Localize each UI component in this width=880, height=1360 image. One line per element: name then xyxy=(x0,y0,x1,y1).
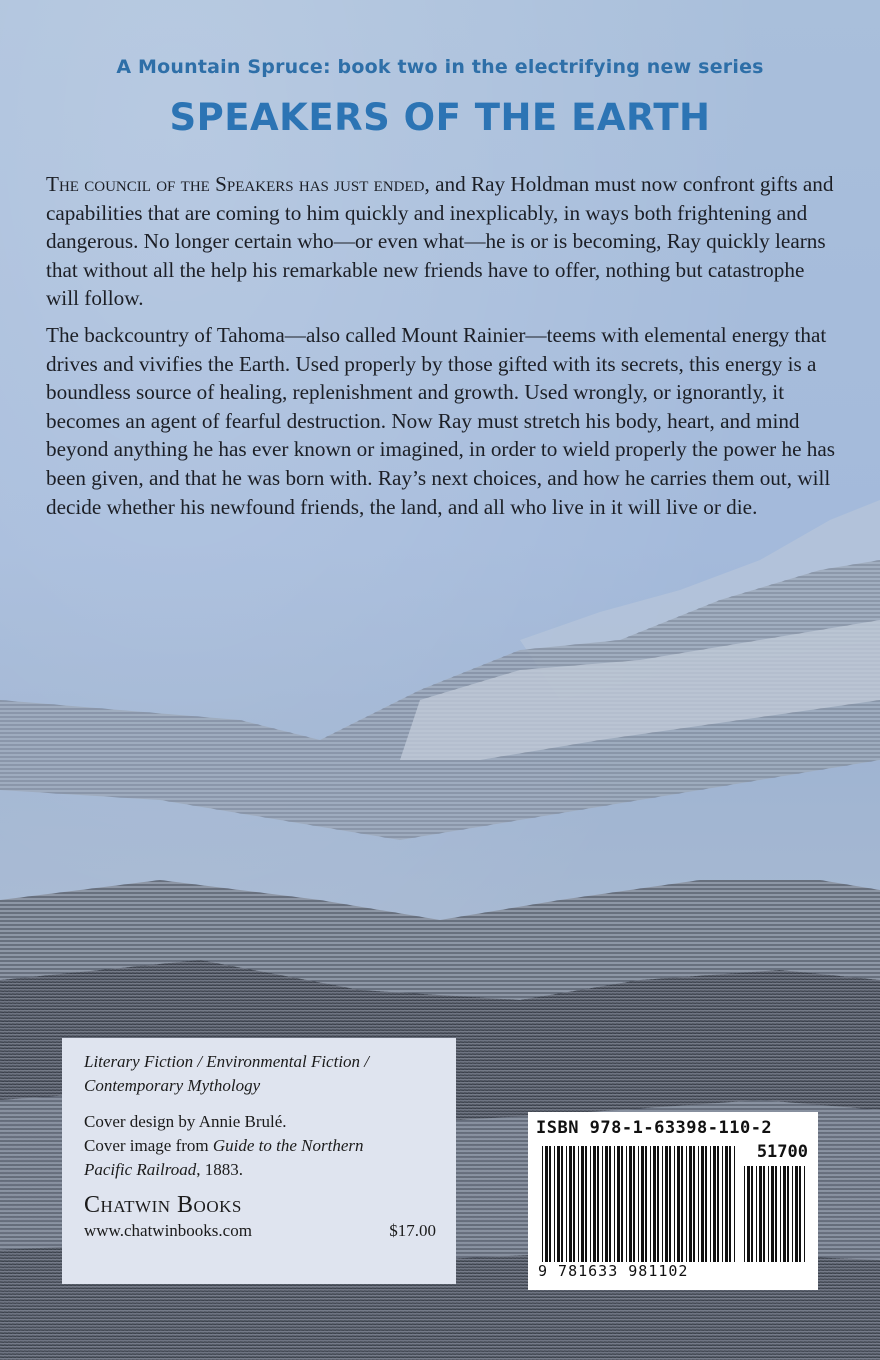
isbn-number: ISBN 978-1-63398-110-2 xyxy=(536,1118,773,1138)
barcode-bar xyxy=(626,1146,627,1262)
barcode-bar xyxy=(633,1146,635,1262)
barcode-bar xyxy=(674,1146,675,1262)
barcode-bar xyxy=(617,1146,620,1262)
barcode-bar xyxy=(729,1146,731,1262)
barcode-bar xyxy=(799,1166,801,1262)
barcode-bar xyxy=(573,1146,575,1262)
barcode-bar xyxy=(705,1146,707,1262)
barcode-bar xyxy=(605,1146,608,1262)
genre-line-2: Contemporary Mythology xyxy=(84,1076,261,1095)
barcode-bar xyxy=(771,1166,774,1262)
series-tagline: A Mountain Spruce: book two in the electrifying new series xyxy=(116,56,764,78)
barcode-bar xyxy=(542,1146,543,1262)
barcode-bar xyxy=(566,1146,567,1262)
book-blurb xyxy=(46,170,836,529)
book-price: $17.00 xyxy=(389,1221,436,1240)
barcode-bar xyxy=(638,1146,639,1262)
barcode-bar xyxy=(590,1146,591,1262)
barcode-bar xyxy=(614,1146,615,1262)
barcode-bar xyxy=(662,1146,663,1262)
barcode-bar xyxy=(621,1146,623,1262)
price-addon-barcode-bars xyxy=(744,1166,808,1262)
ean13-barcode-bars xyxy=(542,1146,738,1262)
barcode-bar xyxy=(717,1146,719,1262)
barcode-bar xyxy=(747,1166,750,1262)
barcode-bar xyxy=(734,1146,735,1262)
barcode-bar xyxy=(787,1166,789,1262)
cover-design-credit: Cover design by Annie Brulé. xyxy=(84,1112,287,1131)
barcode-bar xyxy=(763,1166,765,1262)
barcode-bar xyxy=(725,1146,728,1262)
publisher-name: Chatwin Books xyxy=(84,1192,242,1218)
genre-list xyxy=(84,1050,436,1098)
price-row xyxy=(84,1221,436,1241)
barcode-bar xyxy=(585,1146,587,1262)
barcode-bar xyxy=(650,1146,651,1262)
barcode-bar xyxy=(554,1146,555,1262)
image-credit-prefix: Cover image from xyxy=(84,1136,213,1155)
barcode-bar xyxy=(681,1146,683,1262)
barcode-bar xyxy=(549,1146,551,1262)
barcode-bar xyxy=(629,1146,632,1262)
barcode-bar xyxy=(722,1146,723,1262)
barcode-bar xyxy=(698,1146,699,1262)
barcode-bar xyxy=(645,1146,647,1262)
barcode-bar xyxy=(686,1146,687,1262)
barcode-bar xyxy=(710,1146,711,1262)
barcode-bar xyxy=(693,1146,695,1262)
barcode-bar xyxy=(744,1166,745,1262)
book-title: SPEAKERS OF THE EARTH xyxy=(169,96,711,139)
barcode-bar xyxy=(557,1146,560,1262)
price-code: 51700 xyxy=(756,1142,808,1162)
image-credit-suffix: , 1883. xyxy=(196,1160,243,1179)
isbn-barcode xyxy=(528,1112,818,1290)
barcode-bar xyxy=(713,1146,716,1262)
barcode-bar xyxy=(581,1146,584,1262)
barcode-bar xyxy=(578,1146,579,1262)
barcode-bar xyxy=(792,1166,793,1262)
barcode-bar xyxy=(783,1166,786,1262)
cover-image-credit xyxy=(84,1134,436,1182)
barcode-bar xyxy=(657,1146,659,1262)
barcode-bar xyxy=(689,1146,692,1262)
barcode-bar xyxy=(641,1146,644,1262)
genre-line-1: Literary Fiction / Environmental Fiction / xyxy=(84,1052,370,1071)
barcode-bar xyxy=(759,1166,762,1262)
image-credit-title-2: Pacific Railroad xyxy=(84,1160,197,1179)
barcode-bar xyxy=(677,1146,680,1262)
barcode-bar xyxy=(768,1166,769,1262)
barcode-bar xyxy=(653,1146,656,1262)
barcode-bar xyxy=(545,1146,548,1262)
barcode-bar xyxy=(780,1166,781,1262)
barcode-bar xyxy=(602,1146,603,1262)
barcode-bar xyxy=(701,1146,704,1262)
barcode-digits: 9 781633 981102 xyxy=(538,1262,689,1280)
barcode-bar xyxy=(804,1166,805,1262)
blurb-paragraph-1 xyxy=(46,170,836,313)
publisher-website-link[interactable]: www.chatwinbooks.com xyxy=(84,1221,252,1240)
barcode-bar xyxy=(561,1146,563,1262)
blurb-paragraph-2: The backcountry of Tahoma—also called Mount Rainier—teems with elemental energy that drives and vivifies the Earth. Used properly by those gifted with its secrets, this energy is a boundless source of healing, replenishment and growth. Used wrongly, or ignorantly, it becomes an agent of fearful destruction. Now Ray must stretch his body, heart, and mind beyond anything he has ever known or imagined, in order to wield properly the power he has been given, and that he was born with. Ray’s next choices, and how he carries them out, will decide whether his newfound friends, the land, and all who live in it will live or die. xyxy=(46,322,836,519)
publisher-info-box xyxy=(62,1038,456,1284)
barcode-bar xyxy=(795,1166,798,1262)
barcode-bar xyxy=(665,1146,668,1262)
blurb-lead-in: The council of the Speakers has just ended, xyxy=(46,172,430,196)
barcode-bar xyxy=(609,1146,611,1262)
barcode-bar xyxy=(593,1146,596,1262)
barcode-bar xyxy=(751,1166,753,1262)
barcode-bar xyxy=(569,1146,572,1262)
barcode-bar xyxy=(775,1166,777,1262)
barcode-bar xyxy=(597,1146,599,1262)
blurb-paragraph-1-text: and Ray Holdman must now confront gifts and capabilities that are coming to him quickly and inexplicably, in ways both frightening and dangerous. No longer certain who—or even what—he is or is becoming, Ray quickly learns that without all the help his remarkable new friends have to offer, nothing but catastrophe will follow. xyxy=(46,172,834,311)
barcode-bar xyxy=(669,1146,671,1262)
image-credit-title-1: Guide to the Northern xyxy=(212,1136,364,1155)
barcode-bar xyxy=(756,1166,757,1262)
